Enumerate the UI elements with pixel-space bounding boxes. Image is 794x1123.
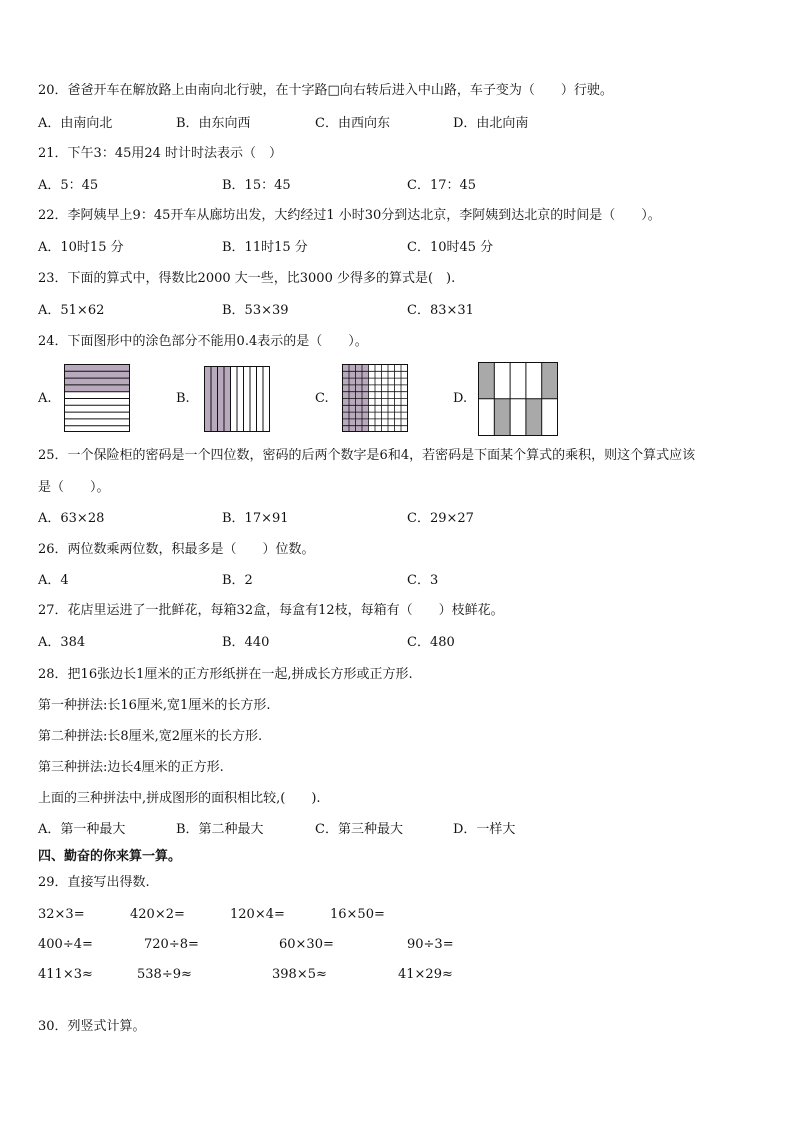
q21-option-c[interactable]: C．17：45 [407, 178, 477, 193]
q29-expr-3-2: 538÷9≈ [137, 967, 192, 982]
q20-option-d[interactable]: D．由北向南 [453, 116, 529, 131]
figure-d-two-rows[interactable] [478, 362, 558, 436]
q22-text: 22．李阿姨早上9：45开车从廊坊出发，大约经过1 小时30分到达北京，李阿姨到达北京的时间是（ ）。 [38, 208, 661, 223]
q25-option-b[interactable]: B．17×91 [222, 511, 289, 526]
q29-expr-2-2: 720÷8= [144, 937, 199, 952]
q28-method-3: 第三种拼法:边长4厘米的正方形. [38, 760, 224, 775]
q29-expr-1-1: 32×3= [38, 907, 85, 922]
q30-text: 30．列竖式计算。 [38, 1019, 146, 1034]
q20-text: 20．爸爸开车在解放路上由南向北行驶，在十字路□向右转后进入中山路，车子变为（ ）行驶。 [38, 83, 613, 98]
q27-option-a[interactable]: A．384 [38, 635, 86, 650]
q29-expr-2-4: 90÷3= [407, 937, 454, 952]
q29-expr-3-1: 411×3≈ [38, 967, 93, 982]
q21-text: 21．下午3：45用24 时计时法表示（ ） [38, 146, 283, 161]
q20-option-a[interactable]: A．由南向北 [38, 116, 113, 131]
q28-method-2: 第二种拼法:长8厘米,宽2厘米的长方形. [38, 729, 263, 744]
q29-expr-1-4: 16×50= [330, 907, 385, 922]
q25-text-continued: 是（ ）。 [38, 480, 110, 495]
q25-option-c[interactable]: C．29×27 [407, 511, 474, 526]
q28-method-1: 第一种拼法:长16厘米,宽1厘米的长方形. [38, 698, 271, 713]
q28-option-b[interactable]: B．第二种最大 [176, 822, 264, 837]
q26-option-a[interactable]: A．4 [38, 573, 69, 588]
figure-a-horizontal-stripes[interactable] [64, 364, 130, 432]
q21-option-b[interactable]: B．15：45 [222, 178, 291, 193]
q27-option-b[interactable]: B．440 [222, 635, 270, 650]
q28-option-d[interactable]: D．一样大 [453, 822, 516, 837]
figure-b-vertical-stripes[interactable] [204, 366, 270, 432]
q29-text: 29．直接写出得数. [38, 875, 150, 890]
q28-ask: 上面的三种拼法中,拼成图形的面积相比较,( ). [38, 791, 321, 806]
figure-c-grid[interactable] [342, 364, 408, 432]
q27-text: 27．花店里运进了一批鲜花，每箱32盒，每盒有12枝，每箱有（ ）枝鲜花。 [38, 603, 504, 618]
q29-expr-2-1: 400÷4= [38, 937, 93, 952]
q28-text: 28．把16张边长1厘米的正方形纸拼在一起,拼成长方形或正方形. [38, 667, 413, 682]
q29-expr-1-2: 420×2= [130, 907, 185, 922]
q25-text: 25．一个保险柜的密码是一个四位数，密码的后两个数字是6和4，若密码是下面某个算式的乘积，则这个算式应该 [38, 448, 696, 463]
q29-expr-3-3: 398×5≈ [272, 967, 327, 982]
q24-text: 24．下面图形中的涂色部分不能用0.4表示的是（ ）。 [38, 334, 368, 349]
q26-option-b[interactable]: B．2 [222, 573, 253, 588]
q28-option-c[interactable]: C．第三种最大 [315, 822, 403, 837]
q23-option-a[interactable]: A．51×62 [38, 303, 105, 318]
q26-option-c[interactable]: C．3 [407, 573, 439, 588]
q20-option-c[interactable]: C．由西向东 [315, 116, 390, 131]
q21-option-a[interactable]: A．5：45 [38, 178, 99, 193]
q23-option-c[interactable]: C．83×31 [407, 303, 474, 318]
q24-option-d[interactable]: D. [453, 391, 468, 406]
q23-text: 23．下面的算式中，得数比2000 大一些，比3000 少得多的算式是( ). [38, 271, 456, 286]
q25-option-a[interactable]: A．63×28 [38, 511, 105, 526]
q29-expr-1-3: 120×4= [230, 907, 285, 922]
q29-expr-3-4: 41×29≈ [398, 967, 453, 982]
q24-option-b[interactable]: B. [176, 391, 190, 406]
q24-option-c[interactable]: C. [315, 391, 329, 406]
q28-option-a[interactable]: A．第一种最大 [38, 822, 126, 837]
q23-option-b[interactable]: B．53×39 [222, 303, 289, 318]
q26-text: 26．两位数乘两位数，积最多是（ ）位数。 [38, 542, 315, 557]
q24-option-a[interactable]: A. [38, 391, 52, 406]
q29-expr-2-3: 60×30= [279, 937, 334, 952]
q27-option-c[interactable]: C．480 [407, 635, 455, 650]
q22-option-c[interactable]: C．10时45 分 [407, 240, 494, 255]
q22-option-a[interactable]: A．10时15 分 [38, 240, 124, 255]
q22-option-b[interactable]: B．11时15 分 [222, 240, 308, 255]
section-4-heading: 四、勤奋的你来算一算。 [38, 849, 182, 864]
q20-option-b[interactable]: B．由东向西 [176, 116, 251, 131]
